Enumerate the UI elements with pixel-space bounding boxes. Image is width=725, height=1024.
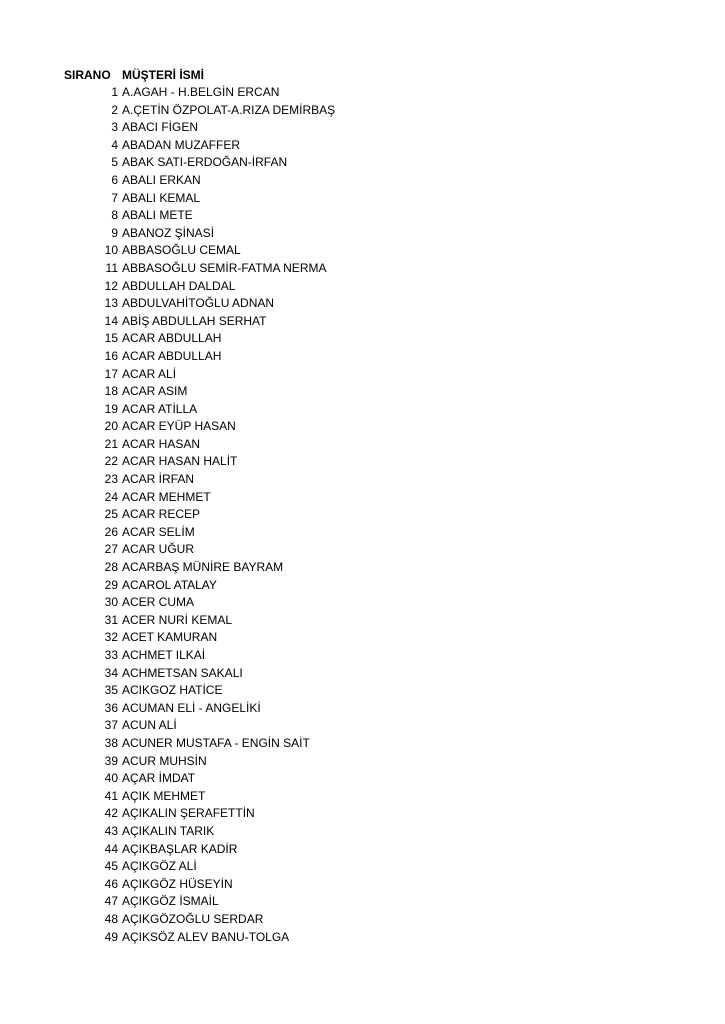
table-row [0, 84, 725, 102]
table-header [0, 67, 725, 84]
row-number: 26 [104, 524, 118, 539]
table-row [0, 647, 725, 665]
customer-name: A.AGAH - H.BELGİN ERCAN [122, 85, 280, 99]
row-number: 13 [104, 296, 118, 311]
table-row [0, 753, 725, 771]
customer-name: ABANOZ ŞİNASİ [122, 225, 215, 240]
customer-name: ACIKGOZ HATİCE [122, 683, 223, 698]
table-row [0, 629, 725, 647]
row-number: 11 [105, 260, 118, 275]
table-row [0, 119, 725, 137]
customer-name: ACAR HASAN HALİT [122, 454, 238, 469]
table-row [0, 207, 725, 225]
table-row [0, 911, 725, 929]
table-row [0, 383, 725, 401]
customer-name: ACAR UĞUR [122, 542, 195, 557]
customer-name: ACARBAŞ MÜNİRE BAYRAM [122, 560, 284, 575]
table-row [0, 559, 725, 577]
customer-name: ABBASOĞLU SEMİR-FATMA NERMA [122, 260, 327, 275]
row-number: 34 [104, 665, 118, 680]
table-row [0, 893, 725, 911]
row-number: 8 [111, 208, 118, 223]
table-row [0, 700, 725, 718]
row-number: 35 [104, 683, 118, 698]
customer-name: AÇIKGÖZOĞLU SERDAR [122, 911, 264, 926]
customer-name: ABADAN MUZAFFER [122, 137, 241, 152]
row-number: 44 [104, 841, 118, 856]
table-row [0, 823, 725, 841]
row-number: 43 [104, 823, 118, 838]
row-number: 6 [111, 172, 118, 187]
row-number: 33 [104, 648, 118, 662]
row-number: 12 [104, 278, 118, 293]
row-number: 42 [104, 806, 118, 821]
row-number: 20 [104, 419, 118, 434]
table-row [0, 295, 725, 313]
table-row [0, 172, 725, 190]
customer-name: ACHMET ILKAİ [122, 648, 206, 662]
customer-name: ACAR ABDULLAH [122, 348, 222, 363]
table-row [0, 665, 725, 683]
row-number: 23 [104, 472, 118, 487]
row-number: 19 [104, 401, 118, 416]
customer-name: ABALI KEMAL [122, 190, 201, 205]
customer-name: ABDULVAHİTOĞLU ADNAN [122, 296, 275, 311]
table-row [0, 348, 725, 366]
row-number: 31 [104, 612, 118, 627]
row-number: 48 [104, 911, 118, 926]
customer-name: AÇIK MEHMET [122, 788, 206, 803]
row-number: 32 [104, 630, 118, 645]
table-row [0, 541, 725, 559]
customer-name: ABAK SATI-ERDOĞAN-İRFAN [122, 155, 288, 170]
table-row [0, 330, 725, 348]
row-number: 27 [104, 542, 118, 557]
customer-name: ACAR MEHMET [122, 489, 211, 504]
table-row [0, 366, 725, 384]
table-row [0, 102, 725, 120]
table-row [0, 612, 725, 630]
customer-name: ACUN ALİ [122, 718, 177, 733]
table-row [0, 137, 725, 155]
table-row [0, 524, 725, 542]
row-number: 14 [104, 313, 118, 328]
row-number: 9 [111, 225, 118, 240]
row-number: 17 [104, 366, 118, 381]
row-number: 29 [104, 577, 118, 592]
row-number: 49 [104, 929, 118, 944]
row-number: 39 [104, 753, 118, 768]
table-row [0, 278, 725, 296]
customer-name: ACAR İRFAN [122, 472, 195, 487]
row-number: 22 [104, 454, 118, 469]
row-number: 5 [111, 155, 118, 170]
table-row [0, 770, 725, 788]
row-number: 7 [111, 190, 118, 205]
table-row [0, 805, 725, 823]
table-row [0, 260, 725, 278]
table-row [0, 841, 725, 859]
table-row [0, 735, 725, 753]
column-header-sirano: SIRANO [64, 68, 111, 82]
customer-name: AÇIKGÖZ İSMAİL [122, 894, 219, 909]
customer-name: ACAR ASIM [122, 384, 188, 399]
customer-name: AÇIKBAŞLAR KADİR [122, 841, 238, 856]
row-number: 40 [104, 771, 118, 786]
table-row [0, 506, 725, 524]
row-number: 45 [104, 859, 118, 874]
customer-name: AÇIKALIN ŞERAFETTİN [122, 806, 255, 821]
customer-name: ACER NURİ KEMAL [122, 612, 233, 627]
table-row [0, 788, 725, 806]
row-number: 37 [104, 718, 118, 733]
row-number: 10 [104, 243, 118, 258]
customer-name: ABACI FİGEN [122, 120, 199, 135]
row-number: 4 [111, 137, 118, 152]
table-row [0, 313, 725, 331]
customer-name: ABDULLAH DALDAL [122, 278, 236, 293]
customer-name: ABALI ERKAN [122, 172, 201, 187]
customer-name: ACET KAMURAN [122, 630, 218, 645]
table-row [0, 717, 725, 735]
customer-name: AÇIKGÖZ HÜSEYİN [122, 876, 233, 891]
table-row [0, 225, 725, 243]
customer-name: AÇAR İMDAT [122, 771, 196, 786]
table-row [0, 594, 725, 612]
row-number: 3 [111, 120, 118, 135]
customer-name: ACER CUMA [122, 595, 195, 610]
customer-name: AÇIKALIN TARIK [122, 823, 215, 838]
table-row [0, 154, 725, 172]
customer-name: ACAR HASAN [122, 436, 201, 451]
row-number: 30 [104, 595, 118, 610]
table-row [0, 577, 725, 595]
row-number: 46 [104, 876, 118, 891]
row-number: 21 [104, 436, 118, 451]
table-row [0, 453, 725, 471]
table-row [0, 242, 725, 260]
customer-name: ACUNER MUSTAFA - ENGİN SAİT [122, 735, 310, 750]
table-row [0, 858, 725, 876]
customer-name: ABALI METE [122, 208, 193, 223]
customer-name: ACAROL ATALAY [122, 577, 217, 592]
row-number: 18 [104, 384, 118, 399]
customer-name: ACUMAN ELİ - ANGELİKİ [122, 700, 261, 715]
row-number: 2 [111, 102, 118, 117]
customer-name: ABİŞ ABDULLAH SERHAT [122, 313, 267, 328]
customer-name: ACAR EYÜP HASAN [122, 419, 236, 434]
row-number: 28 [104, 560, 118, 575]
row-number: 1 [111, 85, 118, 99]
table-row [0, 471, 725, 489]
row-number: 47 [104, 894, 118, 909]
customer-name: AÇIKGÖZ ALİ [122, 859, 197, 874]
customer-name: AÇIKSÖZ ALEV BANU-TOLGA [122, 929, 290, 944]
customer-name: ACAR ABDULLAH [122, 331, 222, 346]
customer-list [0, 84, 725, 946]
customer-name: ACAR ALİ [122, 366, 177, 381]
customer-name: ACAR ATİLLA [122, 401, 198, 416]
table-row [0, 682, 725, 700]
row-number: 25 [104, 507, 118, 522]
row-number: 36 [104, 700, 118, 715]
table-row [0, 929, 725, 947]
customer-name: ACAR RECEP [122, 507, 201, 522]
customer-name: ACAR SELİM [122, 524, 195, 539]
row-number: 24 [104, 489, 118, 504]
row-number: 41 [104, 788, 118, 803]
row-number: 16 [104, 348, 118, 363]
table-row [0, 401, 725, 419]
row-number: 38 [104, 735, 118, 750]
customer-name: ACHMETSAN SAKALI [122, 665, 243, 680]
table-row [0, 190, 725, 208]
customer-name: ABBASOĞLU CEMAL [122, 243, 241, 258]
customer-name: ACUR MUHSİN [122, 753, 207, 768]
column-header-musteri-ismi: MÜŞTERİ İSMİ [122, 68, 205, 82]
table-row [0, 418, 725, 436]
table-row [0, 876, 725, 894]
row-number: 15 [104, 331, 118, 346]
table-row [0, 436, 725, 454]
customer-name: A.ÇETİN ÖZPOLAT-A.RIZA DEMİRBAŞ [122, 102, 336, 117]
table-row [0, 489, 725, 507]
